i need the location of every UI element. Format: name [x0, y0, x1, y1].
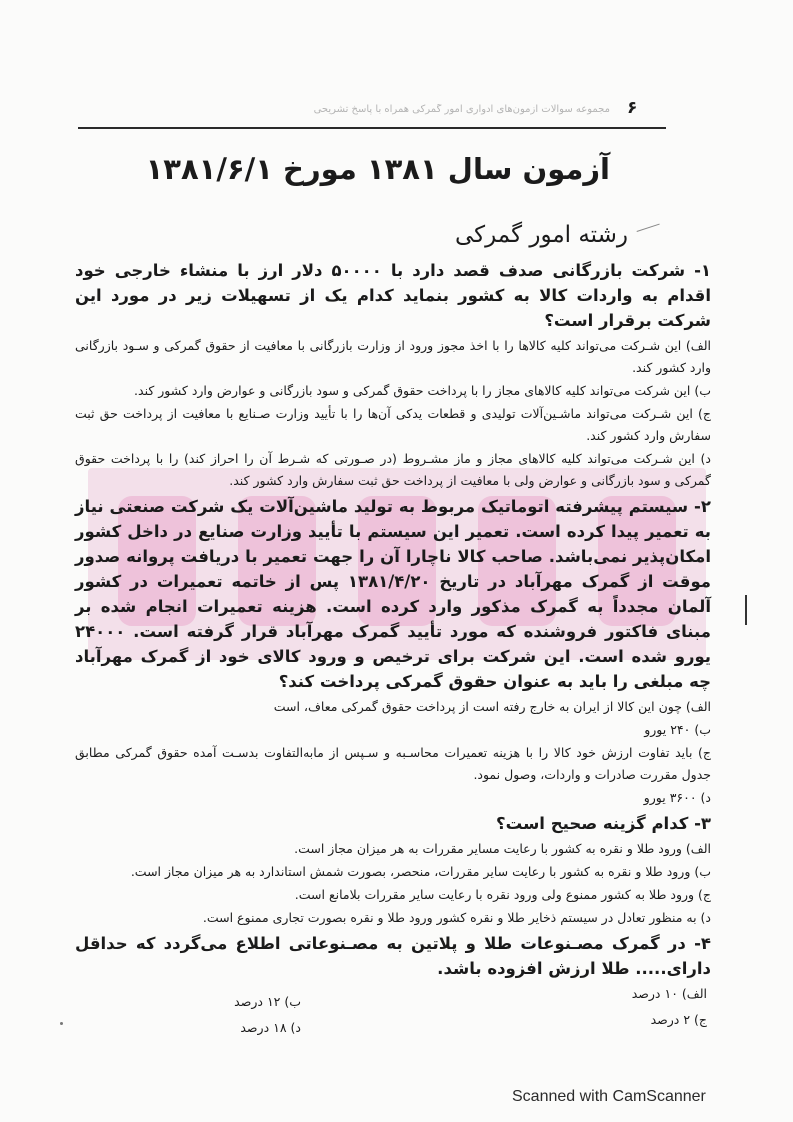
- option-c: ج) ۲ درصد: [650, 1012, 707, 1027]
- question-2: [75, 494, 711, 809]
- option-b: ب) ورود طلا و نقره به کشور با رعایت سایر مقررات، منحصر، بصورت شمش استاندارد به هر میزان مجاز است.: [130, 864, 711, 879]
- option-c: ج) باید تفاوت ارزش خود کالا را با هزینه تعمیرات محاسـبه و سـپس از مابه‌التفاوت بدسـت آمده حقوق گمرکی مطابق جدول مقررت صادرات و واردات، وصول نمود.: [75, 745, 711, 782]
- question-text: ۲- سیستم پیشرفته اتوماتیک مربوط به تولید ماشین‌آلات یک شرکت صنعتی نیاز به تعمیر پیدا کرده است. تعمیر این سیستم با تأیید وزارت صنایع در داخل کشور امکان‌پذیر نمی‌باشد. صاحب کالا ناچارا آن را جهت تعمیر با دریافت پروانه صدور موقت از گمرک مهرآباد در تاریخ ۱۳۸۱/۴/۲۰ پس از خاتمه تعمیرات در کشور آلمان مجدداً به گمرک مذکور وارد کرده است. هزینه تعمیرات انجام شده بر مبنای فاکتور فروشنده که مورد تأیید گمرک مهرآباد قرار گرفته است. ۲۴۰۰۰ یورو شده است. این شرکت برای ترخیص و ورود کالای خود از گمرک مهرآباد چه مبلغی را باید به عنوان حقوق گمرکی پرداخت کند؟: [75, 497, 712, 691]
- pen-mark: [637, 224, 664, 244]
- question-3: [75, 811, 711, 929]
- option-d: د) ۱۸ درصد: [240, 1020, 301, 1035]
- option-d: د) ۳۶۰۰ یورو: [643, 790, 711, 805]
- option-b: ب) ۱۲ درصد: [234, 994, 301, 1009]
- option-a: الف) چون این کالا از ایران به خارج رفته است از پرداخت حقوق گمرکی معاف، است: [273, 699, 711, 714]
- exam-title: آزمون سال ۱۳۸۱ مورخ ۱۳۸۱/۶/۱: [145, 152, 610, 186]
- question-text: ۴- در گمرک مصـنوعات طلا و پلاتین به مصـنوعاتی اطلاع می‌گردد که حداقل دارای..... طلا ارزش افزوده باشد.: [75, 934, 711, 978]
- option-d: د) به منظور تعادل در سیستم ذخایر طلا و نقره کشور ورود طلا و نقره بصورت تجاری ممنوع است.: [202, 910, 711, 925]
- questions-body: [75, 256, 711, 1043]
- page-number: ۶: [627, 98, 638, 118]
- option-b: ب) این شرکت می‌تواند کلیه کالاهای مجاز را با پرداخت حقوق گمرکی و سود بازرگانی و عوارض وارد کشور کند.: [134, 383, 711, 398]
- option-a: الف) ورود طلا و نقره به کشور با رعایت مسایر مقررات به هر میزان مجاز است.: [294, 841, 711, 856]
- option-c: ج) این شـرکت می‌تواند ماشـین‌آلات تولیدی و قطعات یدکی آن‌ها را با تأیید وزارت صـنایع با معافیت از پرداخت حق ثبت سفارش وارد کشور کند.: [75, 406, 711, 443]
- scanner-footer: Scanned with CamScanner: [512, 1088, 706, 1105]
- question-text: ۱- شرکت بازرگانی صدف قصد دارد با ۵۰۰۰۰ دلار ارز با منشاء خارجی خود اقدام به واردات کالا به کشور بنماید کدام یک از تسهیلات زیر در مورد این شرکت برقرار است؟: [75, 261, 712, 330]
- options-grid: [75, 983, 711, 1043]
- scan-speck: [60, 1022, 63, 1025]
- option-b: ب) ۲۴۰ یورو: [644, 722, 711, 737]
- question-text: ۳- کدام گزینه صحیح است؟: [496, 814, 711, 833]
- option-a: الف) این شـرکت می‌تواند کلیه کالاها را با اخذ مجوز ورود از وزارت بازرگانی با معافیت از حقوق گمرکی و سـود بازرگانی وارد کشور کند.: [75, 338, 711, 375]
- header-rule: [78, 127, 666, 129]
- running-header: مجموعه سوالات آزمون‌های ادواری امور گمرکی همراه با پاسخ تشریحی: [313, 104, 610, 115]
- option-a: الف) ۱۰ درصد: [631, 986, 707, 1001]
- question-1: [75, 258, 711, 492]
- option-d: د) این شـرکت می‌تواند کلیه کالاهای مجاز و ماز مشـروط (در صـورتی که شـرط آن را احراز کند) را با پرداخت حقوق گمرکی و سود بازرگانی و عوارض ولی با معافیت از پرداخت حق ثبت سفارش وارد کشور کند.: [75, 451, 711, 488]
- margin-mark: [745, 595, 747, 625]
- option-c: ج) ورود طلا به کشور ممنوع ولی ورود نقره با رعایت سایر مقررات بلامانع است.: [294, 887, 711, 902]
- question-4: [75, 931, 711, 1043]
- section-heading: رشته امور گمرکی: [454, 222, 628, 248]
